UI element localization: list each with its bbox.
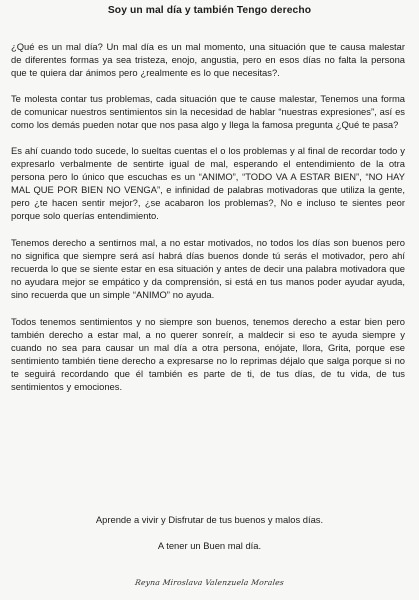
paragraph: Te molesta contar tus problemas, cada situación que te cause malestar, Tenemos una forma de comunicar nuestros sentimientos sin la necesidad de hablar “nuestras expresiones”, así es como los demás pueden notar que nos pasa algo y llega la famosa pregunta ¿Qué te pasa? xyxy=(11,93,405,130)
closing-line: A tener un Buen mal día. xyxy=(157,540,262,551)
paragraph: ¿Qué es un mal día? Un mal día es un mal momento, una situación que te causa malestar de diferentes formas ya sea tristeza, enojo, angustia, pero en esos días no falta la persona que te quiera dar ánimos pero ¿realmente es lo que necesitas?. xyxy=(11,41,405,78)
document-title: Soy un mal día y también Tengo derecho xyxy=(107,5,312,16)
paragraph: Tenemos derecho a sentirnos mal, a no estar motivados, no todos los días son buenos pero no significa que siempre será así habrá días buenos donde tú serás el motivador, pero ahí recuerda lo que se siente estar en esa situación y antes de decir una palabra motivadora que no ayudara mejor se empático y da comprensión, si está en tus manos poder ayudar ayuda, sino recuerda que un simple “ANIMO” no ayuda. xyxy=(11,237,405,300)
document-body xyxy=(11,40,405,407)
signature: Reyna Miroslava Valenzuela Morales xyxy=(134,578,285,587)
paragraph: Es ahí cuando todo sucede, lo sueltas cuentas el o los problemas y al final de recordar todo y expresarlo verbalmente de sentirte igual de mal, esperando el entendimiento de la otra persona pero lo único que escuchas es un “ANIMO”, “TODO VA A ESTAR BIEN”, “NO HAY MAL QUE POR BIEN NO VENGA”, e infinidad de palabras motivadoras que utiliza la gente, pero ¿te hacen sentir mejor?, ¿se acabaron los problemas?, No e incluso te sientes peor porque solo querías entendimiento. xyxy=(11,145,405,221)
closing-line: Aprende a vivir y Disfrutar de tus buenos y malos días. xyxy=(95,514,324,525)
paragraph: Todos tenemos sentimientos y no siempre son buenos, tenemos derecho a estar bien pero también derecho a estar mal, a no querer sonreír, a maldecir si eso te ayuda siempre y cuando no sea para causar un mal día a otra persona, enójate, llora, Grita, porque ese sentimiento también tiene derecho a expresarse no lo reprimas déjalo que salga porque si no te seguirá recordando que él también es parte de ti, de tus días, de tu vida, de tus sentimientos y emociones. xyxy=(11,316,405,392)
